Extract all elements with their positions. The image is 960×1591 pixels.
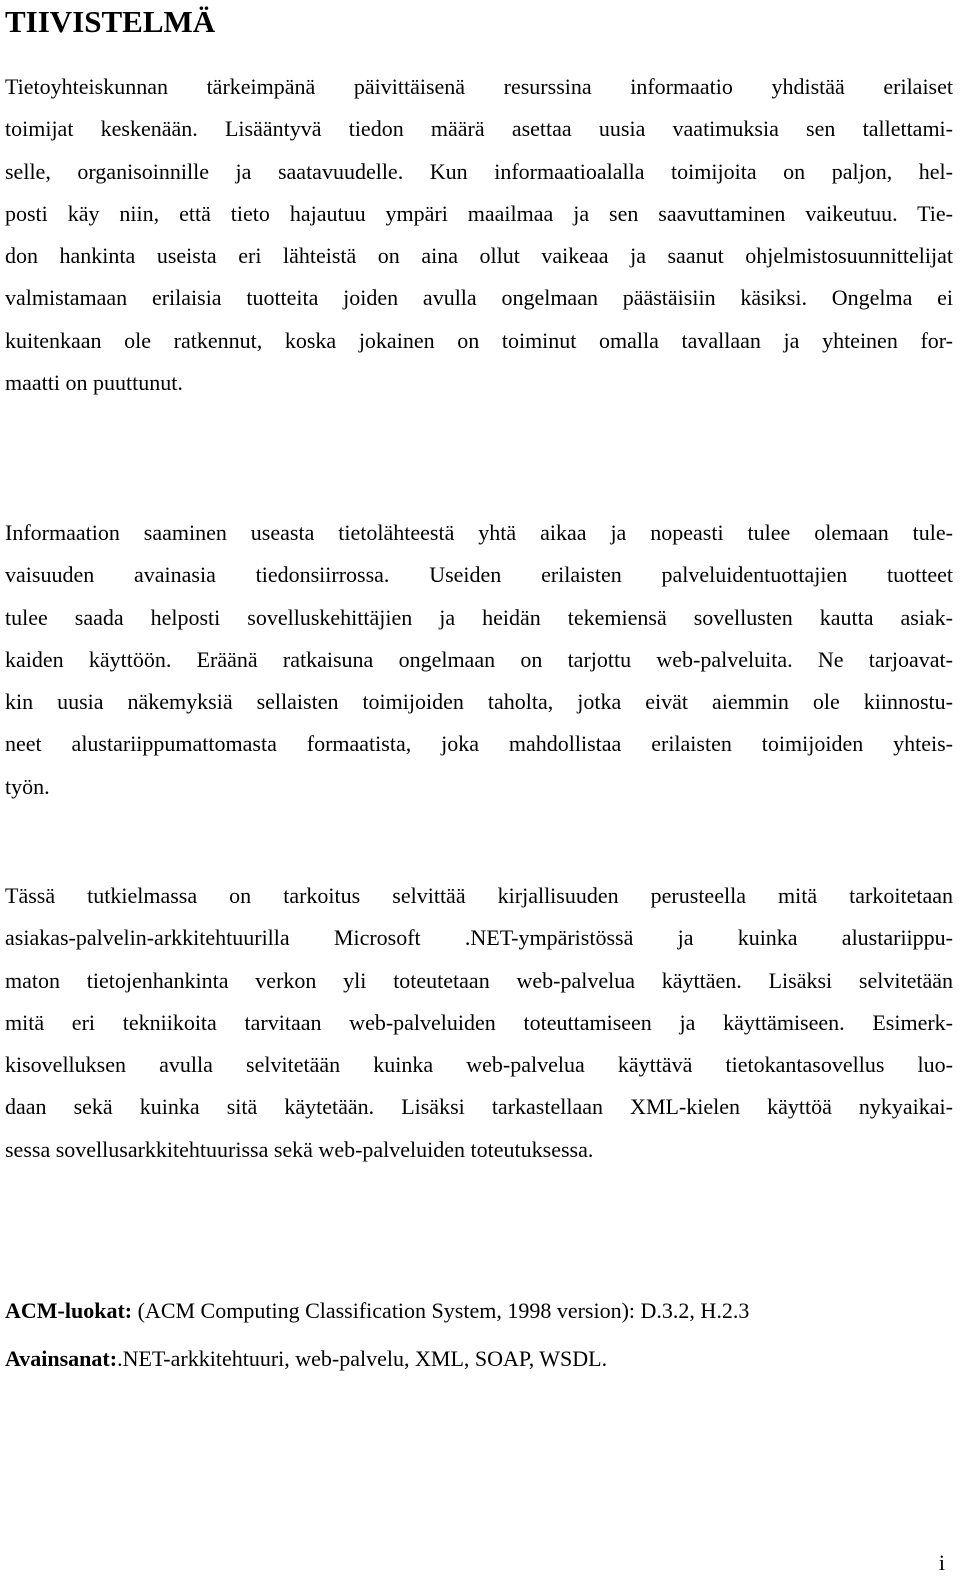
- text-line: valmistamaan erilaisia tuotteita joiden avulla ongelmaan päästäisiin käsiksi. Ongelma ei: [5, 285, 953, 311]
- abstract-paragraph-3: [5, 875, 953, 1171]
- acm-value: (ACM Computing Classification System, 1998 version): D.3.2, H.2.3: [132, 1298, 750, 1323]
- text-line: kin uusia näkemyksiä sellaisten toimijoiden taholta, jotka eivät aiemmin ole kiinnostu-: [5, 689, 953, 715]
- page-title: TIIVISTELMÄ: [5, 4, 216, 39]
- text-line: selle, organisoinnille ja saatavuudelle. Kun informaatioalalla toimijoita on paljon, hel-: [5, 158, 953, 184]
- text-line: don hankinta useista eri lähteistä on aina ollut vaikeaa ja saanut ohjelmistosuunnittelijat: [5, 243, 953, 269]
- text-line: posti käy niin, että tieto hajautuu ympäri maailmaa ja sen saavuttaminen vaikeutuu. Tie-: [5, 200, 953, 226]
- text-line: Informaation saaminen useasta tietolähteestä yhtä aikaa ja nopeasti tulee olemaan tule-: [5, 520, 953, 545]
- text-line: Tietoyhteiskunnan tärkeimpänä päivittäisenä resurssina informaatio yhdistää erilaiset: [5, 74, 953, 99]
- keywords-label: Avainsanat:: [5, 1346, 118, 1371]
- text-line: maatti on puuttunut.: [5, 370, 183, 396]
- keywords-value: .NET-arkkitehtuuri, web-palvelu, XML, SOAP, WSDL.: [117, 1346, 608, 1371]
- text-line: tulee saada helposti sovelluskehittäjien ja heidän tekemiensä sovellusten kautta asiak-: [5, 604, 953, 630]
- text-line: mitä eri tekniikoita tarvitaan web-palveluiden toteuttamiseen ja käyttämiseen. Esimerk-: [5, 1009, 953, 1035]
- text-line: työn.: [5, 773, 50, 799]
- text-line: Tässä tutkielmassa on tarkoitus selvittää kirjallisuuden perusteella mitä tarkoitetaan: [5, 883, 953, 908]
- text-line: kaiden käyttöön. Eräänä ratkaisuna ongelmaan on tarjottu web-palveluita. Ne tarjoavat-: [5, 646, 953, 672]
- text-line: maton tietojenhankinta verkon yli toteutetaan web-palvelua käyttäen. Lisäksi selvitetään: [5, 967, 953, 993]
- text-line: sessa sovellusarkkitehtuurissa sekä web-palveluiden toteutuksessa.: [5, 1136, 594, 1162]
- abstract-paragraph-1: [5, 66, 953, 404]
- text-line: asiakas-palvelin-arkkitehtuurilla Microsoft .NET-ympäristössä ja kuinka alustariippu-: [5, 925, 953, 951]
- keywords: [5, 1344, 607, 1374]
- text-line: vaisuuden avainasia tiedonsiirrossa. Useiden erilaisten palveluidentuottajien tuotteet: [5, 562, 953, 588]
- text-line: kuitenkaan ole ratkennut, koska jokainen on toiminut omalla tavallaan ja yhteinen for-: [5, 327, 953, 353]
- text-line: neet alustariippumattomasta formaatista, joka mahdollistaa erilaisten toimijoiden yhteis-: [5, 731, 953, 757]
- text-line: kisovelluksen avulla selvitetään kuinka web-palvelua käyttävä tietokantasovellus luo-: [5, 1052, 953, 1078]
- acm-classification: [5, 1296, 749, 1326]
- text-line: daan sekä kuinka sitä käytetään. Lisäksi tarkastellaan XML-kielen käyttöä nykyaikai-: [5, 1094, 953, 1120]
- page-number: i: [938, 1550, 945, 1575]
- text-line: toimijat keskenään. Lisääntyvä tiedon määrä asettaa uusia vaatimuksia sen tallettami-: [5, 116, 953, 142]
- acm-label: ACM-luokat:: [5, 1298, 133, 1323]
- abstract-paragraph-2: [5, 512, 953, 808]
